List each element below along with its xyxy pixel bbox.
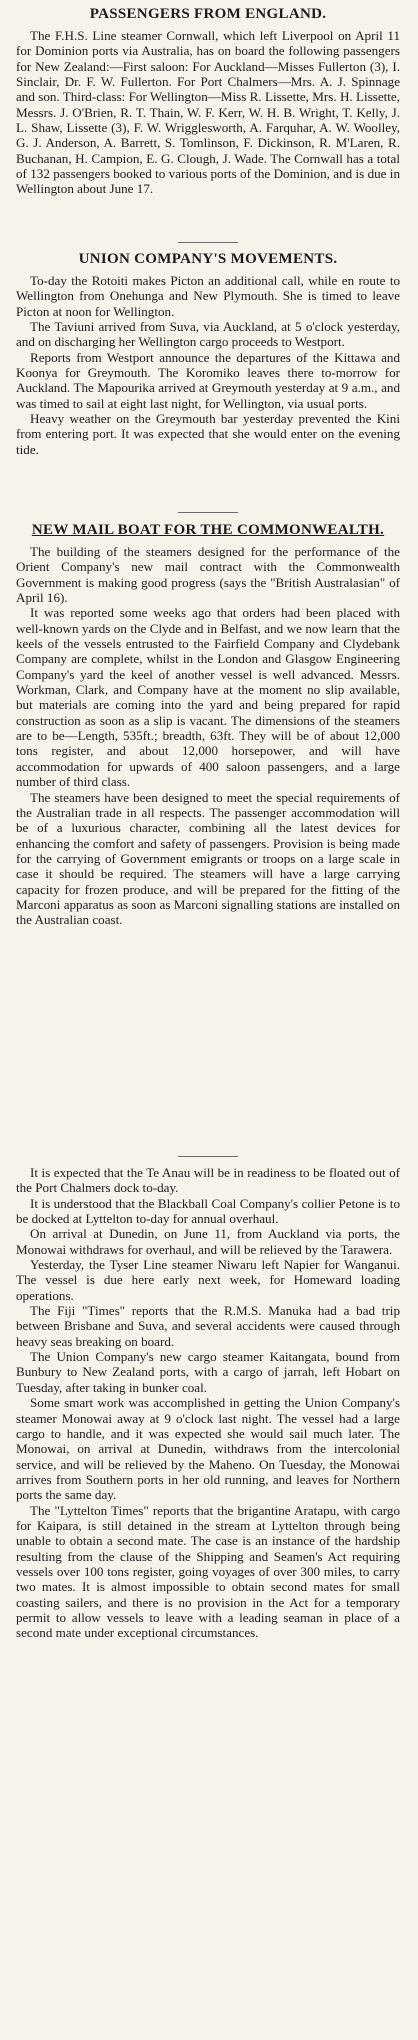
article-paragraph: The Fiji "Times" reports that the R.M.S. Manuka had a bad trip between Brisbane and Suva, and several accidents were caused through heavy seas breaking on board. — [16, 1303, 400, 1349]
article-heading: PASSENGERS FROM ENGLAND. — [89, 6, 327, 22]
article-paragraph: The building of the steamers designed for the performance of the Orient Company's new mail contract with the Commonwealth Government is making good progress (says the "British Australasian" of April 16). — [16, 544, 400, 606]
article-union-company — [16, 242, 400, 457]
article-shipping-notes — [16, 1156, 400, 1641]
article-paragraph: Heavy weather on the Greymouth bar yesterday prevented the Kini from entering port. It was expected that she would enter on the evening tide. — [16, 411, 400, 457]
article-paragraph: Reports from Westport announce the departures of the Kittawa and Koonya for Greymouth. The Koromiko leaves there to-morrow for Auckland. The Mapourika arrived at Greymouth yesterday at 9 a.m., and was timed to sail at eight last night, for Wellington, via usual ports. — [16, 349, 400, 411]
article-paragraph: The Union Company's new cargo steamer Kaitangata, bound from Bunbury to New Zealand ports, with a cargo of jarrah, left Hobart on Tuesday, after taking in bunker coal. — [16, 1349, 400, 1395]
article-paragraph: It is expected that the Te Anau will be in readiness to be floated out of the Port Chalmers dock to-day. — [16, 1165, 400, 1196]
article-paragraph: The steamers have been designed to meet the special requirements of the Australian trade in all respects. The passenger accommodation will be of a luxurious character, combining all the latest devices for enhancing the comfort and safety of passengers. Provision is being made for the carrying of Government emigrants or troops on a large scale in case it should be required. The steamers will have a large carrying capacity for frozen produce, and will be prepared for the fitting of the Marconi apparatus as soon as Marconi signalling stations are installed on the Australian coast. — [16, 789, 400, 928]
article-paragraph: On arrival at Dunedin, on June 11, from Auckland via ports, the Monowai withdraws for overhaul, and will be relieved by the Tarawera. — [16, 1226, 400, 1257]
article-mail-boat — [16, 512, 400, 928]
article-passengers — [16, 6, 400, 197]
article-heading: UNION COMPANY'S MOVEMENTS. — [78, 251, 338, 267]
article-paragraph: It is understood that the Blackball Coal Company's collier Petone is to be docked at Lyttelton to-day for annual overhaul. — [16, 1195, 400, 1227]
article-paragraph: The "Lyttelton Times" reports that the brigantine Aratapu, with cargo for Kaipara, is still detained in the stream at Lyttelton through being unable to obtain a second mate. The case is an instance of the hardship resulting from the clause of the Shipping and Seamen's Act requiring vessels over 100 tons register, going voyages of over 300 miles, to carry two mates. It is almost impossible to obtain second mates for small coasting sailers, and there is no provision in the Act for a temporary permit to allow vessels to leave with a leading seaman in place of a second mate under exceptional circumstances. — [16, 1502, 400, 1641]
article-paragraph: To-day the Rotoiti makes Picton an additional call, while en route to Wellington from Onehunga and New Plymouth. She is timed to leave Picton at noon for Wellington. — [16, 273, 400, 319]
article-paragraph: Some smart work was accomplished in getting the Union Company's steamer Monowai away at 9 o'clock last night. The vessel had a large cargo to handle, and it was expected she would sail much later. The Monowai, on arrival at Dunedin, withdraws from the intercolonial service, and will be relieved by the Maheno. On Tuesday, the Monowai arrives from Southern ports in her old running, and leaves for Northern ports the same day. — [16, 1395, 400, 1503]
article-paragraph: It was reported some weeks ago that orders had been placed with well-known yards on the Clyde and in Belfast, and we now learn that the keels of the vessels entrusted to the Fairfield Company and Clydebank Company are complete, whilst in the London and Glasgow Engineering Company's yard the keel of another vessel is well advanced. Messrs. Workman, Clark, and Company have at the moment no slip available, but materials are coming into the yard and being prepared for rapid construction as soon as a slip is vacant. The dimensions of the steamers are to be—Length, 535ft.; breadth, 63ft. They will be of about 12,000 tons register, and about 12,000 horsepower, and will have accommodation for upwards of 400 saloon passengers, and a large number of third class. — [16, 605, 400, 790]
article-paragraph: Yesterday, the Tyser Line steamer Niwaru left Napier for Wanganui. The vessel is due here early next week, for Homeward loading operations. — [16, 1257, 400, 1303]
article-heading: NEW MAIL BOAT FOR THE COMMONWEALTH. — [31, 522, 385, 538]
article-paragraph: The F.H.S. Line steamer Cornwall, which left Liverpool on April 11 for Dominion ports via Australia, has on board the following passengers for New Zealand:—First saloon: For Auckland—Misses Fullerton (3), I. Sinclair, Dr. F. W. Fullerton. For Port Chalmers—Mrs. A. J. Spinnage and son. Third-class: For Wellington—Miss R. Lissette, Mrs. H. Lissette, Messrs. J. O'Brien, R. T. Thain, W. F. Kerr, W. H. B. Wright, T. Kelly, J. L. Shaw, Lissette (3), F. W. Wrigglesworth, A. Farquhar, A. W. Woolley, G. J. Anderson, A. Barrett, S. Tomlinson, F. Dickinson, R. M'Laren, R. Buchanan, H. Campion, E. G. Clough, J. Wade. The Cornwall has a total of 132 passengers booked to various ports of the Dominion, and is due in Wellington about June 17. — [16, 28, 400, 197]
article-paragraph: The Taviuni arrived from Suva, via Auckland, at 5 o'clock yesterday, and on discharging her Wellington cargo proceeds to Westport. — [16, 319, 400, 350]
